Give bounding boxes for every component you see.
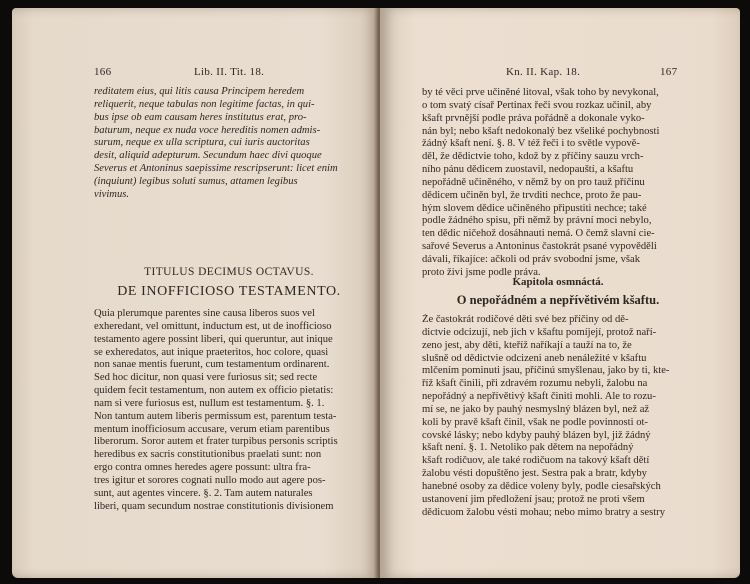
text-line: liberi, quam secundum nostrae constitutionis divisionem bbox=[94, 500, 334, 512]
text-line: reliquerit, neque tabulas non legitime factas, in qui- bbox=[94, 98, 315, 110]
text-line: hým slovem dědice učiněného připustiti nechce; také bbox=[422, 202, 647, 214]
chapter-line: Kapitola osmnáctá. bbox=[512, 276, 604, 288]
text-line: proto živi jsme podle práva. bbox=[422, 266, 541, 278]
text-line: reditatem eius, qui litis causa Principem heredem bbox=[94, 86, 305, 97]
text-line: ergo contra omnes heredes agere possunt: ultra fra- bbox=[94, 462, 311, 474]
text-line: mentum inofficiosum accusare, verum etiam parentibus bbox=[94, 423, 330, 435]
text-line: Sed hoc dicitur, non quasi vere furiosus sit; sed recte bbox=[94, 372, 318, 384]
text-line: exheredant, vel omittunt, inductum est, ut de inofficioso bbox=[94, 320, 332, 332]
text-line: Quia plerumque parentes sine causa liberos suos vel bbox=[94, 308, 315, 319]
text-line: covské lásky; nebo kdyby pauhý blázen byl, již žádný bbox=[422, 429, 651, 441]
text-line: žádný kšaft není. §. 8. V též řeči i to světle vypově- bbox=[422, 138, 640, 150]
text-line: o tom svatý císař Pertinax řeči svou rozkaz učinil, aby bbox=[422, 99, 652, 111]
text-line: dědicuom žalobu vésti mohau; nebo mimo bratry a sestry bbox=[422, 506, 666, 518]
text-line: Severus et Antoninus saepissime rescripserunt: licet enim bbox=[94, 163, 338, 175]
text-line: baturum, neque ex nuda voce hereditis nomen admis- bbox=[94, 124, 321, 136]
right-page bbox=[380, 8, 740, 578]
left-top-passage bbox=[94, 86, 364, 202]
text-line: non sanae mentis fuerunt, cum testamentum ordinarent. bbox=[94, 359, 330, 371]
title-main: DE INOFFICIOSO TESTAMENTO. bbox=[117, 284, 341, 299]
text-line: nepořádně učiněného, v němž by on pro tauž příčinu bbox=[422, 176, 645, 188]
text-line: dědicem učiněn byl, že trvditi nechce, proto že pau- bbox=[422, 189, 642, 201]
text-line: Non tantum autem liberis permissum est, parentum testa- bbox=[94, 410, 337, 422]
text-line: sařové Severus a Antoninus častokrát psané vypověděli bbox=[422, 241, 657, 253]
text-line: ten dědic ničehož dosáhnauti nemá. O čemž slavní cie- bbox=[422, 228, 655, 240]
text-line: nepořádný a nepřívětivý kšaft činiti mohli. Ale to rozu- bbox=[422, 391, 656, 403]
title-line: TITULUS DECIMUS OCTAVUS. bbox=[144, 266, 314, 278]
text-line: bus ipse ob eam causam heres institutus erat, pro- bbox=[94, 111, 307, 123]
text-line: mí se, ne jako by pauhý nesmyslný blázen byl, než až bbox=[422, 403, 650, 415]
text-line: žalobu vésti dopuštěno jest. Sestra pak a bratr, kdyby bbox=[422, 468, 647, 480]
text-line: tres igitur et sorores cognati nullo modo aut agere pos- bbox=[94, 474, 326, 486]
text-line: by té věci prve učiněné litoval, však toho by nevykonal, bbox=[422, 87, 659, 98]
right-page-number: 167 bbox=[660, 66, 678, 78]
text-line: slušně od dědictvie odcizeni aneb nenáležité v kšaftu bbox=[422, 352, 647, 364]
text-line: ního pánu dědicem zuostavil, nedopauští, a kšaftu bbox=[422, 164, 634, 176]
open-book bbox=[12, 8, 740, 578]
text-line: zeno jest, aby děti, kteříž naříkají a tauží na to, že bbox=[422, 339, 632, 351]
text-line: surum, neque ex ulla scriptura, cui iuris auctoritas bbox=[94, 137, 310, 149]
text-line: Že častokrát rodičové děti své bez příčiny od dě- bbox=[422, 314, 629, 325]
text-line: liberorum. Soror autem et frater turpibus personis scriptis bbox=[94, 436, 338, 448]
text-line: kšaft není. §. 1. Netoliko pak dětem na nepořádný bbox=[422, 442, 634, 454]
left-page-number: 166 bbox=[94, 66, 112, 78]
text-line: quidem fecit testamentum, non autem ex officio pietatis: bbox=[94, 385, 334, 397]
text-line: nán byl; nebo kšaft nedokonalý bez všeliké pochybnosti bbox=[422, 125, 660, 137]
text-line: vivimus. bbox=[94, 188, 130, 200]
text-line: sunt, aut agentes vincere. §. 2. Tam autem naturales bbox=[94, 487, 313, 499]
text-line: desit, aliquid adepturum. Secundum haec divi quoque bbox=[94, 150, 322, 162]
right-running-head: Kn. II. Kap. 18. bbox=[506, 66, 581, 78]
text-line: (inquiunt) legibus soluti sumus, attamen legibus bbox=[94, 175, 298, 187]
text-line: říž kšaft činili, při zdravém rozumu nebyli, žalobu na bbox=[422, 378, 648, 390]
text-line: kšaft prvnější podle práva pořádně a dokonale vyko- bbox=[422, 112, 645, 124]
text-line: testamento agere possint liberi, qui queruntur, aut inique bbox=[94, 333, 333, 345]
text-line: kšaft rodičuov, ale také rodičuom na takový kšaft dětí bbox=[422, 455, 650, 467]
text-line: hanebné osoby za dědice voleny byly, podle ciesařských bbox=[422, 480, 661, 492]
chapter-title: O nepořádném a nepřívětivém kšaftu. bbox=[456, 293, 660, 307]
text-line: dictvie odcizují, neb jich v kšaftu pomíjejí, protož naří- bbox=[422, 326, 657, 338]
text-line: dávali, říkajíce: ačkoli od práv svobodní jsme, však bbox=[422, 253, 640, 265]
right-top-passage bbox=[422, 87, 694, 280]
left-running-head: Lib. II. Tit. 18. bbox=[194, 66, 265, 78]
text-line: podle žádného spisu, při němž by právní moci nebylo, bbox=[422, 215, 652, 227]
text-line: heredibus ex sacris constitutionibus praelati sunt: non bbox=[94, 449, 322, 461]
left-page bbox=[12, 8, 378, 578]
text-line: mlčením pominuti jsau, příčinú smyšlenau, jako by ti, kte- bbox=[422, 365, 670, 377]
text-line: koli by pravě kšaft činil, však ne podle povinnosti ot- bbox=[422, 416, 648, 428]
text-line: nam si vere furiosus est, nullum est testamentum. §. 1. bbox=[94, 397, 325, 409]
text-line: ustanovení jim předložení jsau; protož ne proti všem bbox=[422, 493, 645, 505]
text-line: se exheredatos, aut inique praeteritos, hoc colore, quasi bbox=[94, 346, 329, 358]
text-line: děl, že dědictvie toho, kdož by z příčiny sauzu vrch- bbox=[422, 151, 644, 163]
left-body-passage bbox=[94, 308, 364, 514]
right-body-passage bbox=[422, 314, 694, 520]
